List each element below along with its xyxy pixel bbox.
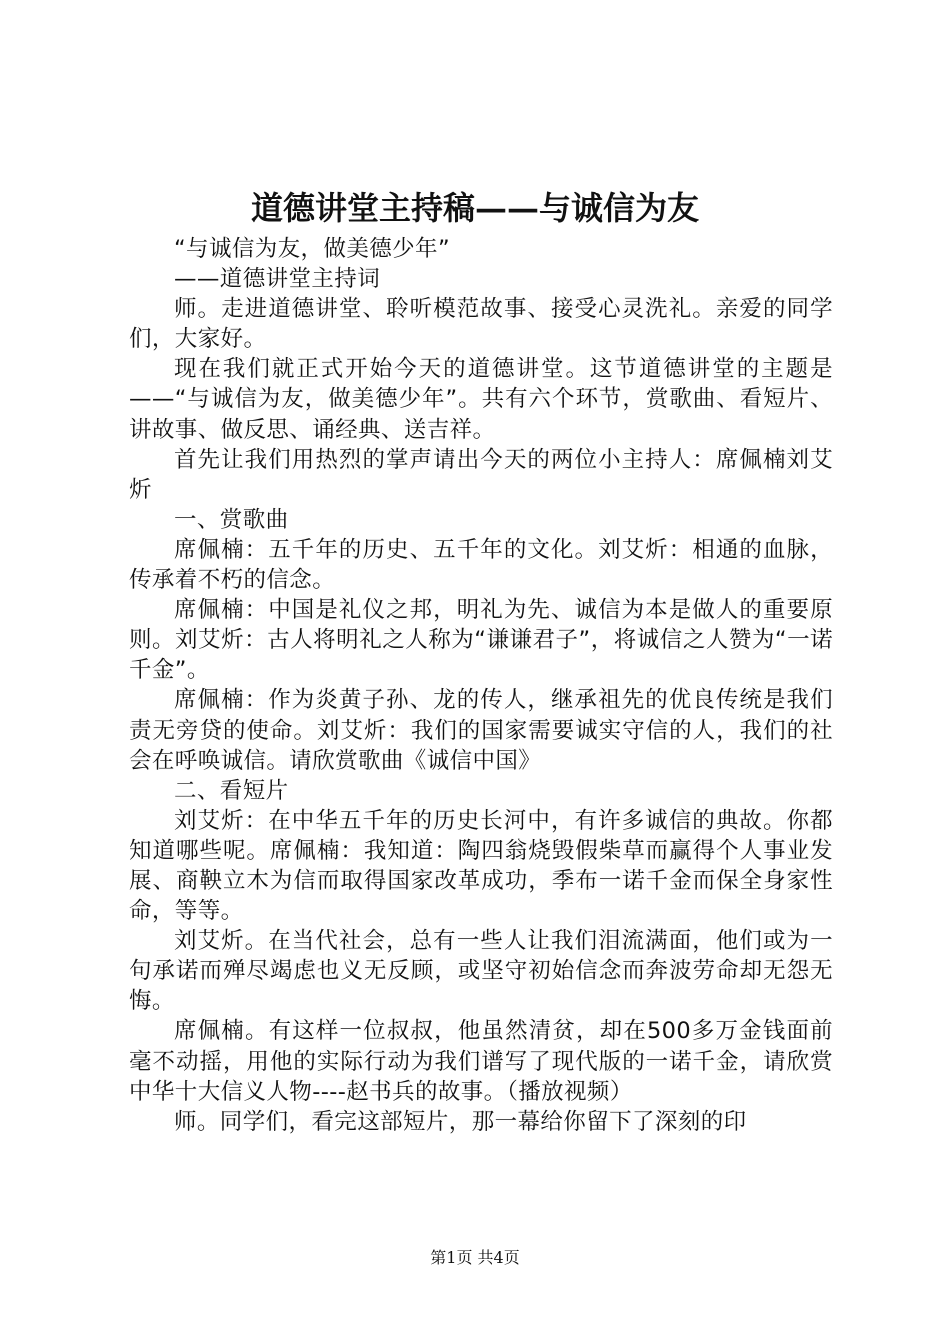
section-heading: 二、看短片 [174, 777, 289, 804]
page-number: 第1页 共4页 [430, 1248, 520, 1267]
page-footer [0, 1247, 950, 1269]
paragraph: 席佩楠：五千年的历史、五千年的文化。刘艾炘：相通的血脉，传承着不朽的信念。 [129, 536, 833, 594]
document-title: 道德讲堂主持稿——与诚信为友 [250, 189, 699, 227]
section-heading: 一、赏歌曲 [174, 506, 289, 533]
paragraph: 席佩楠：作为炎黄子孙、龙的传人，继承祖先的优良传统是我们责无旁贷的使命。刘艾炘：我们的国家需要诚实守信的人，我们的社会在呼唤诚信。请欣赏歌曲《诚信中国》 [129, 687, 833, 774]
paragraph: 现在我们就正式开始今天的道德讲堂。这节道德讲堂的主题是——“与诚信为友，做美德少年”。共有六个环节，赏歌曲、看短片、讲故事、做反思、诵经典、送吉祥。 [129, 356, 833, 443]
document-body [129, 234, 833, 1137]
paragraph: 首先让我们用热烈的掌声请出今天的两位小主持人：席佩楠刘艾炘 [129, 446, 833, 503]
paragraph: 刘艾炘：在中华五千年的历史长河中，有许多诚信的典故。你都知道哪些呢。席佩楠：我知道：陶四翁烧毁假柴草而赢得个人事业发展、商鞅立木为信而取得国家改革成功，季布一诺千金而保全身家性命，等等。 [129, 807, 833, 925]
paragraph: 席佩楠：中国是礼仪之邦，明礼为先、诚信为本是做人的重要原则。刘艾炘：古人将明礼之人称为“谦谦君子”，将诚信之人赞为“一诺千金”。 [129, 597, 833, 684]
paragraph: 席佩楠。有这样一位叔叔，他虽然清贫，却在500多万金钱面前毫不动摇，用他的实际行动为我们谱写了现代版的一诺千金，请欣赏中华十大信义人物----赵书兵的故事。（播放视频） [129, 1018, 833, 1105]
paragraph: ——道德讲堂主持词 [174, 266, 381, 293]
paragraph: 刘艾炘。在当代社会，总有一些人让我们泪流满面，他们或为一句承诺而殚尽竭虑也义无反顾，或坚守初始信念而奔波劳命却无怨无悔。 [129, 928, 833, 1015]
paragraph: “与诚信为友，做美德少年” [174, 236, 451, 262]
paragraph: 师。走进道德讲堂、聆听模范故事、接受心灵洗礼。亲爱的同学们，大家好。 [129, 296, 833, 353]
paragraph: 师。同学们，看完这部短片，那一幕给你留下了深刻的印 [174, 1108, 747, 1135]
